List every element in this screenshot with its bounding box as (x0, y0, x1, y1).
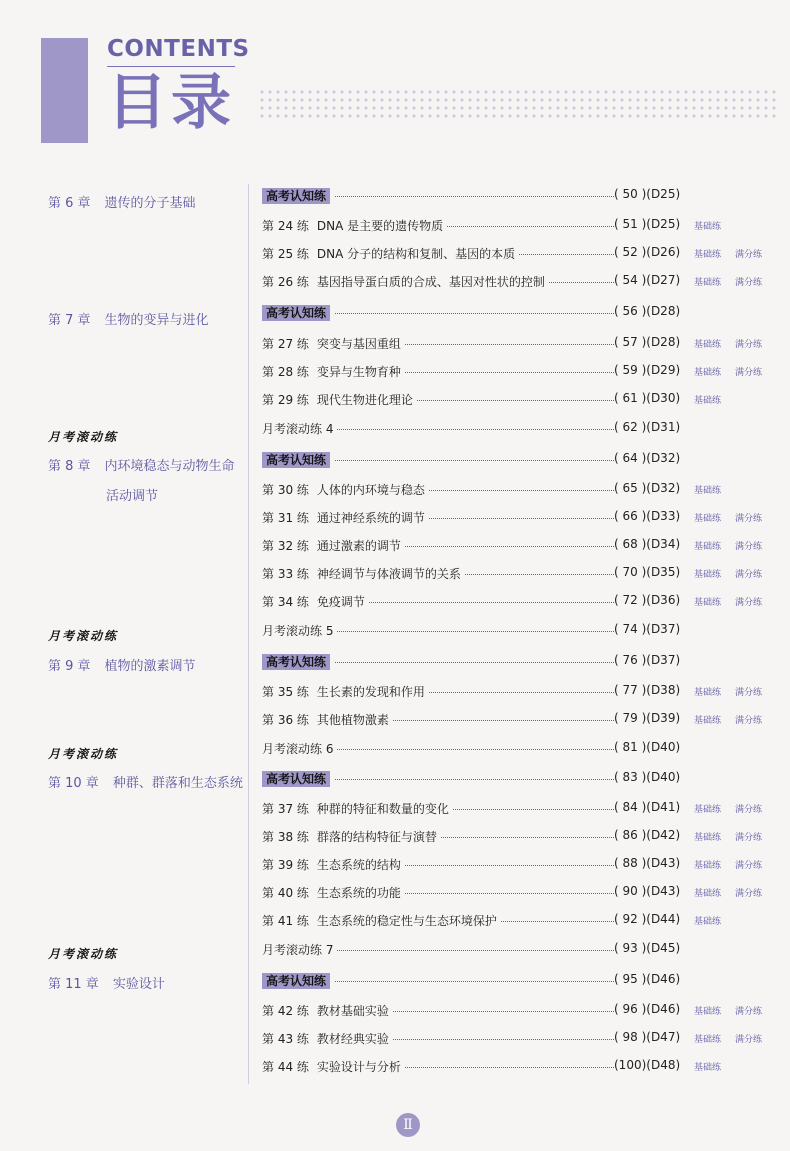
practice-tags (694, 1032, 762, 1045)
entry-label (262, 304, 334, 321)
chapter-number: 第 10 章 (48, 776, 99, 791)
practice-tags (694, 802, 762, 815)
entry-label (262, 245, 519, 262)
full-score-practice-tag: 满分练 (735, 1035, 763, 1045)
entry-label (262, 509, 429, 526)
basic-practice-tag: 基础练 (694, 250, 722, 260)
exercise-title: 生态系统的稳定性与生态环境保护 (316, 914, 497, 928)
basic-practice-tag: 基础练 (694, 688, 722, 698)
exam-awareness-entry[interactable] (262, 451, 790, 471)
entry-label (262, 622, 337, 639)
full-score-practice-tag: 满分练 (735, 716, 763, 726)
page-reference: ( 68 )(D34) (614, 537, 681, 551)
exercise-title: 基因指导蛋白质的合成、基因对性状的控制 (316, 275, 545, 289)
chapter-heading[interactable] (48, 772, 243, 791)
toc-entry[interactable] (262, 711, 790, 731)
exercise-title: 免疫调节 (316, 595, 365, 609)
exercise-number: 第 31 练 (262, 511, 309, 525)
basic-practice-tag: 基础练 (694, 1035, 722, 1045)
exam-awareness-badge: 高考认知练 (262, 452, 330, 468)
toc-entry[interactable] (262, 740, 790, 760)
chapter-heading[interactable] (48, 192, 196, 211)
practice-tags (694, 365, 762, 378)
chapter-number: 第 6 章 (48, 196, 91, 211)
practice-tags (694, 858, 762, 871)
chapter-title: 遗传的分子基础 (104, 196, 196, 211)
practice-tags (694, 511, 762, 524)
exercise-number: 第 41 练 (262, 914, 309, 928)
full-score-practice-tag: 满分练 (735, 278, 763, 288)
practice-tags (694, 275, 762, 288)
entry-label (262, 800, 453, 817)
full-score-practice-tag: 满分练 (735, 250, 763, 260)
practice-tags (694, 685, 762, 698)
exercise-number: 第 33 练 (262, 567, 309, 581)
exercise-number: 第 29 练 (262, 393, 309, 407)
toc-entry[interactable] (262, 912, 790, 932)
entry-label (262, 653, 334, 670)
toc-entry[interactable] (262, 1058, 790, 1078)
page-reference: ( 74 )(D37) (614, 622, 681, 636)
toc-entry[interactable] (262, 941, 790, 961)
page-reference: ( 96 )(D46) (614, 1002, 681, 1016)
toc-entry[interactable] (262, 481, 790, 501)
exercise-number: 第 27 练 (262, 337, 309, 351)
page-reference: ( 95 )(D46) (614, 972, 681, 986)
page-reference: ( 86 )(D42) (614, 828, 681, 842)
exercise-title: DNA 分子的结构和复制、基因的本质 (316, 247, 516, 261)
exercise-title: 生态系统的结构 (316, 858, 401, 872)
exercise-title: 现代生物进化理论 (316, 393, 413, 407)
toc-entry[interactable] (262, 509, 790, 529)
exercise-number: 第 26 练 (262, 275, 309, 289)
page-reference: ( 72 )(D36) (614, 593, 681, 607)
basic-practice-tag: 基础练 (694, 570, 722, 580)
chapter-heading[interactable] (48, 973, 165, 992)
full-score-practice-tag: 满分练 (735, 688, 763, 698)
entry-label (262, 770, 334, 787)
page-reference: ( 51 )(D25) (614, 217, 681, 231)
entry-label (262, 187, 334, 204)
entry-label (262, 451, 334, 468)
practice-tags (694, 886, 762, 899)
exercise-title: 实验设计与分析 (316, 1060, 401, 1074)
exercise-number: 第 32 练 (262, 539, 309, 553)
exam-awareness-badge: 高考认知练 (262, 305, 330, 321)
exercise-number: 第 42 练 (262, 1004, 309, 1018)
entry-label (262, 912, 501, 929)
toc-entry[interactable] (262, 565, 790, 585)
exercise-number: 第 36 练 (262, 713, 309, 727)
toc-entry[interactable] (262, 245, 790, 265)
basic-practice-tag: 基础练 (694, 368, 722, 378)
heading-underline (107, 66, 235, 67)
exam-awareness-entry[interactable] (262, 972, 790, 992)
entry-label (262, 1002, 393, 1019)
exercise-title: 神经调节与体液调节的关系 (316, 567, 461, 581)
basic-practice-tag: 基础练 (694, 716, 722, 726)
page-reference: ( 81 )(D40) (614, 740, 681, 754)
exam-awareness-badge: 高考认知练 (262, 973, 330, 989)
basic-practice-tag: 基础练 (694, 889, 722, 899)
exercise-title: 月考滚动练 5 (262, 624, 334, 638)
monthly-test-label: 月考滚动练 (48, 430, 119, 444)
exercise-title: 月考滚动练 4 (262, 422, 334, 436)
entry-label (262, 711, 393, 728)
exercise-title: 突变与基因重组 (316, 337, 401, 351)
entry-label (262, 1030, 393, 1047)
practice-tags (694, 1060, 721, 1073)
exercise-number: 第 43 练 (262, 1032, 309, 1046)
practice-tags (694, 713, 762, 726)
chapter-title: 内环境稳态与动物生命 (104, 459, 235, 474)
page-reference: ( 54 )(D27) (614, 273, 681, 287)
basic-practice-tag: 基础练 (694, 1007, 722, 1017)
exam-awareness-badge: 高考认知练 (262, 654, 330, 670)
monthly-test-label: 月考滚动练 (48, 947, 119, 961)
exercise-title: 变异与生物育种 (316, 365, 401, 379)
toc-entry[interactable] (262, 856, 790, 876)
page-reference: ( 65 )(D32) (614, 481, 681, 495)
basic-practice-tag: 基础练 (694, 278, 722, 288)
page-reference: ( 76 )(D37) (614, 653, 681, 667)
page-reference: ( 84 )(D41) (614, 800, 681, 814)
chapter-heading[interactable] (48, 455, 235, 474)
chapter-title-continued: 活动调节 (106, 489, 159, 504)
page-reference: ( 88 )(D43) (614, 856, 681, 870)
toc-entry[interactable] (262, 828, 790, 848)
full-score-practice-tag: 满分练 (735, 514, 763, 524)
full-score-practice-tag: 满分练 (735, 598, 763, 608)
exercise-number: 第 40 练 (262, 886, 309, 900)
chapter-heading[interactable] (48, 309, 209, 328)
basic-practice-tag: 基础练 (694, 861, 722, 871)
exam-awareness-entry[interactable] (262, 187, 790, 207)
page-reference: ( 52 )(D26) (614, 245, 681, 259)
page-reference: ( 61 )(D30) (614, 391, 681, 405)
practice-tags (694, 219, 721, 232)
chapter-title: 实验设计 (112, 977, 165, 992)
exercise-title: 通过激素的调节 (316, 539, 401, 553)
chapter-title: 生物的变异与进化 (104, 313, 209, 328)
entry-label (262, 972, 334, 989)
page-reference: ( 50 )(D25) (614, 187, 681, 201)
practice-tags (694, 830, 762, 843)
header-accent-bar (41, 38, 88, 143)
page-reference: ( 66 )(D33) (614, 509, 681, 523)
toc-entry[interactable] (262, 622, 790, 642)
chapter-title: 种群、群落和生态系统 (112, 776, 243, 791)
entry-label (262, 683, 429, 700)
toc-entry[interactable] (262, 420, 790, 440)
toc-entry[interactable] (262, 273, 790, 293)
basic-practice-tag: 基础练 (694, 598, 722, 608)
exam-awareness-entry[interactable] (262, 304, 790, 324)
toc-entry[interactable] (262, 884, 790, 904)
entry-label (262, 565, 465, 582)
entry-label (262, 363, 405, 380)
entry-label (262, 217, 447, 234)
practice-tags (694, 1004, 762, 1017)
exercise-title: 其他植物激素 (316, 713, 389, 727)
exercise-number: 第 44 练 (262, 1060, 309, 1074)
full-score-practice-tag: 满分练 (735, 570, 763, 580)
page-title: 目录 (107, 68, 235, 138)
page-reference: ( 77 )(D38) (614, 683, 681, 697)
practice-tags (694, 914, 721, 927)
exercise-title: 教材经典实验 (316, 1032, 389, 1046)
exercise-number: 第 38 练 (262, 830, 309, 844)
exercise-number: 第 25 练 (262, 247, 309, 261)
exercise-number: 第 35 练 (262, 685, 309, 699)
entry-label (262, 593, 369, 610)
basic-practice-tag: 基础练 (694, 340, 722, 350)
page-reference: ( 98 )(D47) (614, 1030, 681, 1044)
contents-heading: CONTENTS (107, 36, 250, 62)
basic-practice-tag: 基础练 (694, 833, 722, 843)
exercise-title: DNA 是主要的遗传物质 (316, 219, 444, 233)
entry-label (262, 884, 405, 901)
full-score-practice-tag: 满分练 (735, 889, 763, 899)
entry-label (262, 828, 441, 845)
page-reference: ( 56 )(D28) (614, 304, 681, 318)
exercise-number: 第 37 练 (262, 802, 309, 816)
entry-label (262, 420, 337, 437)
practice-tags (694, 483, 721, 496)
practice-tags (694, 247, 762, 260)
page-reference: ( 59 )(D29) (614, 363, 681, 377)
page-reference: ( 92 )(D44) (614, 912, 681, 926)
basic-practice-tag: 基础练 (694, 542, 722, 552)
toc-entry[interactable] (262, 537, 790, 557)
practice-tags (694, 393, 721, 406)
toc-entry[interactable] (262, 217, 790, 237)
practice-tags (694, 539, 762, 552)
exam-awareness-badge: 高考认知练 (262, 771, 330, 787)
exercise-title: 种群的特征和数量的变化 (316, 802, 449, 816)
basic-practice-tag: 基础练 (694, 1063, 722, 1073)
basic-practice-tag: 基础练 (694, 514, 722, 524)
exercise-title: 人体的内环境与稳态 (316, 483, 425, 497)
basic-practice-tag: 基础练 (694, 805, 722, 815)
basic-practice-tag: 基础练 (694, 917, 722, 927)
entry-label (262, 1058, 405, 1075)
page-reference: ( 90 )(D43) (614, 884, 681, 898)
entry-label (262, 335, 405, 352)
page-reference: ( 79 )(D39) (614, 711, 681, 725)
exam-awareness-entry[interactable] (262, 653, 790, 673)
toc-entry[interactable] (262, 335, 790, 355)
page-number: Ⅱ (396, 1113, 420, 1137)
chapter-number: 第 8 章 (48, 459, 91, 474)
toc-entry[interactable] (262, 1002, 790, 1022)
page-reference: ( 83 )(D40) (614, 770, 681, 784)
chapter-title: 植物的激素调节 (104, 659, 196, 674)
full-score-practice-tag: 满分练 (735, 1007, 763, 1017)
basic-practice-tag: 基础练 (694, 222, 722, 232)
toc-entry[interactable] (262, 800, 790, 820)
full-score-practice-tag: 满分练 (735, 368, 763, 378)
exercise-title: 生长素的发现和作用 (316, 685, 425, 699)
exercise-title: 生态系统的功能 (316, 886, 401, 900)
exercise-number: 第 28 练 (262, 365, 309, 379)
entry-label (262, 537, 405, 554)
monthly-test-label: 月考滚动练 (48, 747, 119, 761)
column-divider (248, 184, 249, 1084)
exercise-title: 教材基础实验 (316, 1004, 389, 1018)
basic-practice-tag: 基础练 (694, 486, 722, 496)
basic-practice-tag: 基础练 (694, 396, 722, 406)
exercise-title: 群落的结构特征与演替 (316, 830, 437, 844)
page-reference: ( 70 )(D35) (614, 565, 681, 579)
exam-awareness-entry[interactable] (262, 770, 790, 790)
practice-tags (694, 595, 762, 608)
page-reference: ( 62 )(D31) (614, 420, 681, 434)
chapter-number: 第 7 章 (48, 313, 91, 328)
entry-label (262, 941, 337, 958)
entry-label (262, 481, 429, 498)
page-reference: ( 57 )(D28) (614, 335, 681, 349)
entry-label (262, 856, 405, 873)
toc-entry[interactable] (262, 683, 790, 703)
decorative-dot-pattern (258, 88, 778, 118)
practice-tags (694, 567, 762, 580)
exercise-number: 第 24 练 (262, 219, 309, 233)
entry-label (262, 740, 337, 757)
exercise-title: 通过神经系统的调节 (316, 511, 425, 525)
exam-awareness-badge: 高考认知练 (262, 188, 330, 204)
page-reference: ( 64 )(D32) (614, 451, 681, 465)
exercise-title: 月考滚动练 6 (262, 742, 334, 756)
page-reference: ( 93 )(D45) (614, 941, 681, 955)
full-score-practice-tag: 满分练 (735, 833, 763, 843)
toc-entry[interactable] (262, 1030, 790, 1050)
entry-label (262, 391, 417, 408)
page-reference: (100)(D48) (614, 1058, 681, 1072)
chapter-number: 第 9 章 (48, 659, 91, 674)
toc-entry[interactable] (262, 593, 790, 613)
chapter-heading[interactable] (48, 655, 196, 674)
exercise-title: 月考滚动练 7 (262, 943, 334, 957)
chapter-number: 第 11 章 (48, 977, 99, 992)
exercise-number: 第 30 练 (262, 483, 309, 497)
monthly-test-label: 月考滚动练 (48, 629, 119, 643)
full-score-practice-tag: 满分练 (735, 340, 763, 350)
entry-label (262, 273, 549, 290)
full-score-practice-tag: 满分练 (735, 542, 763, 552)
toc-entry[interactable] (262, 391, 790, 411)
practice-tags (694, 337, 762, 350)
exercise-number: 第 34 练 (262, 595, 309, 609)
toc-entry[interactable] (262, 363, 790, 383)
full-score-practice-tag: 满分练 (735, 805, 763, 815)
exercise-number: 第 39 练 (262, 858, 309, 872)
full-score-practice-tag: 满分练 (735, 861, 763, 871)
